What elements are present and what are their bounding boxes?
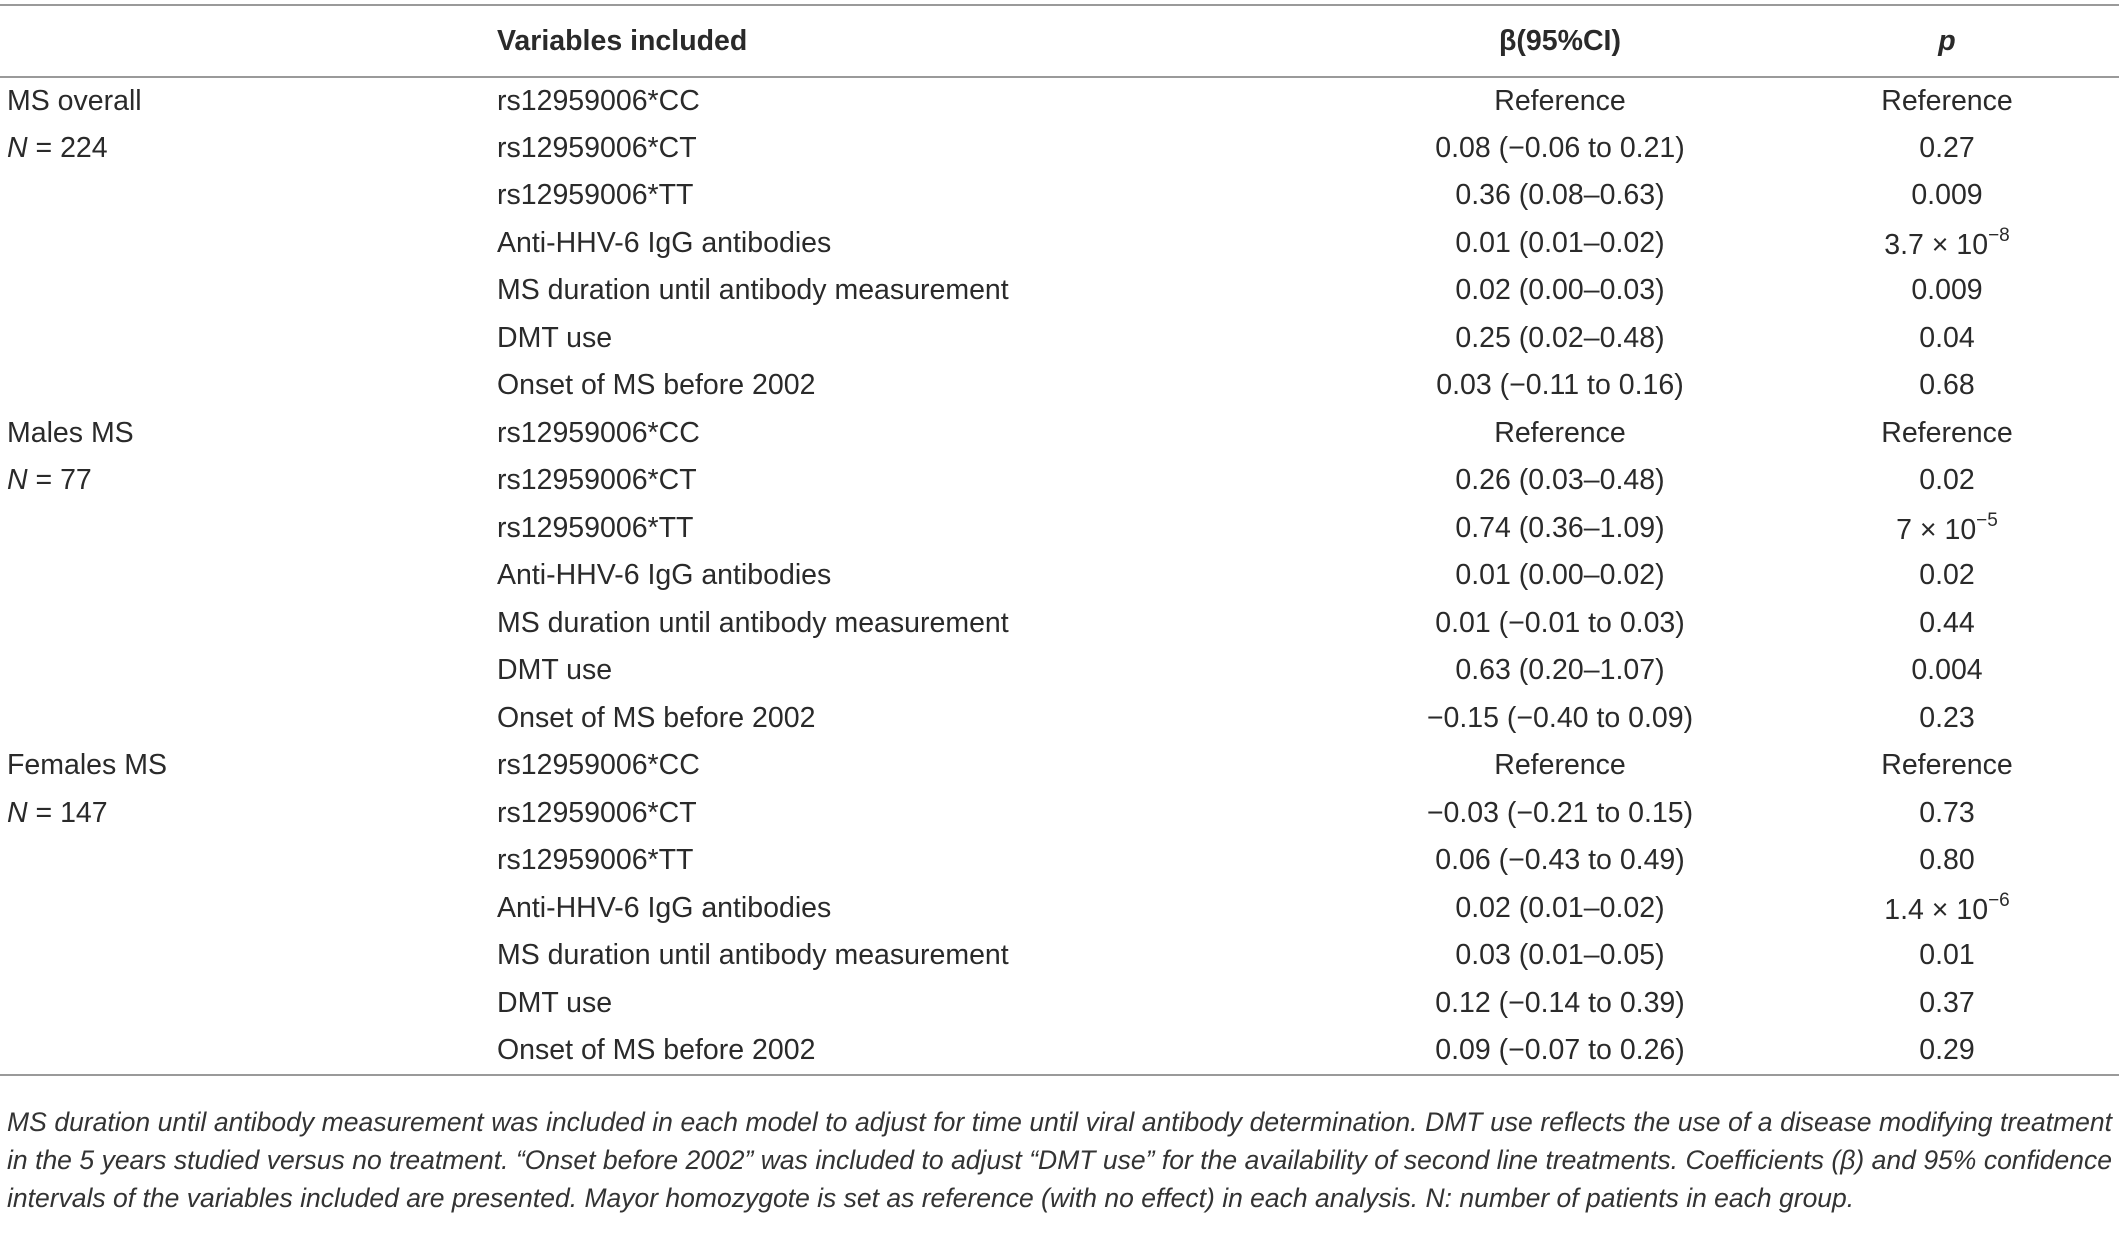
variable-cell: Onset of MS before 2002 — [497, 1027, 1345, 1075]
variable-cell: rs12959006*CC — [497, 749, 700, 782]
table-row — [0, 885, 2119, 933]
group-cell-empty — [0, 505, 497, 553]
table-footnote: MS duration until antibody measurement was included in each model to adjust for time until viral antibody determination. DMT use reflects the use of a disease modifying treatment in the 5 years studied versus no treatment. “Onset before 2002” was included to adjust “DMT use” for the availability of second line treatments. Coefficients (β) and 95% confidence intervals of the variables included are presented. Mayor homozygote is set as reference (with no effect) in each analysis. N: number of patients in each group. — [7, 1107, 2112, 1213]
group-cell-empty — [0, 885, 497, 933]
beta-ci-cell: 0.02 (0.01–0.02) — [1455, 891, 1665, 924]
p-value-cell — [1775, 980, 2119, 1028]
p-value-cell — [1775, 932, 2119, 980]
p-value-cell — [1775, 742, 2119, 790]
p-value-text: 0.29 — [1919, 1033, 1975, 1066]
variable-cell: rs12959006*CT — [497, 131, 697, 164]
table-row — [0, 980, 2119, 1028]
p-value-text: 0.37 — [1919, 986, 1975, 1019]
table-row — [0, 505, 2119, 553]
variable-cell: rs12959006*TT — [497, 511, 694, 544]
beta-ci-cell: 0.74 (0.36–1.09) — [1455, 511, 1665, 544]
p-value-text: 0.27 — [1919, 131, 1975, 164]
beta-ci-cell: 0.01 (0.00–0.02) — [1455, 559, 1665, 592]
header-group — [0, 5, 497, 77]
variable-cell: rs12959006*CT — [497, 464, 697, 497]
group-cell-empty — [0, 315, 497, 363]
variable-cell: MS duration until antibody measurement — [497, 606, 1009, 639]
p-value-cell — [1775, 457, 2119, 505]
p-value-cell — [1775, 125, 2119, 173]
table-row — [0, 600, 2119, 648]
group-n-value: = 224 — [27, 131, 108, 164]
p-value-text: 0.009 — [1911, 274, 1983, 307]
beta-ci-cell: 0.12 (−0.14 to 0.39) — [1435, 986, 1685, 1019]
p-value-cell — [1775, 77, 2119, 125]
group-cell-empty — [0, 552, 497, 600]
variable-cell: rs12959006*CC — [497, 416, 700, 449]
variable-cell: Anti-HHV-6 IgG antibodies — [497, 559, 832, 592]
beta-ci-cell: Reference — [1494, 749, 1626, 782]
group-n-label: N — [7, 796, 28, 829]
p-value-text: 0.73 — [1919, 796, 1975, 829]
beta-ci-cell: −0.15 (−0.40 to 0.09) — [1426, 701, 1694, 734]
group-cell-empty — [0, 980, 497, 1028]
table-row — [0, 410, 2119, 458]
p-value-cell — [1775, 315, 2119, 363]
beta-ci-cell: 0.08 (−0.06 to 0.21) — [1435, 131, 1685, 164]
variable-cell: rs12959006*TT — [497, 844, 694, 877]
table-row — [0, 1027, 2119, 1075]
variable-cell: rs12959006*CC — [497, 84, 700, 117]
group-n-value: = 147 — [27, 796, 108, 829]
table-row — [0, 457, 2119, 505]
table-row — [0, 315, 2119, 363]
group-cell-empty — [0, 932, 497, 980]
group-cell-empty — [0, 220, 497, 268]
table-row — [0, 552, 2119, 600]
p-value-cell — [1775, 885, 2119, 933]
beta-ci-cell: 0.63 (0.20–1.07) — [1455, 654, 1665, 687]
p-value-text: Reference — [1881, 749, 2013, 782]
group-name: MS overall — [7, 84, 142, 117]
p-value-text: 0.04 — [1919, 321, 1975, 354]
table-row — [0, 695, 2119, 743]
regression-table — [0, 4, 2119, 1076]
group-n-label: N — [7, 464, 28, 497]
p-value-text: 0.68 — [1919, 369, 1975, 402]
p-value-exponent: −8 — [1988, 224, 2010, 246]
variable-cell: Onset of MS before 2002 — [497, 369, 816, 402]
group-cell-empty — [0, 362, 497, 410]
group-name: Males MS — [7, 416, 134, 449]
group-cell-empty — [0, 600, 497, 648]
p-value-text: Reference — [1881, 84, 2013, 117]
beta-ci-cell: 0.06 (−0.43 to 0.49) — [1435, 844, 1685, 877]
table-row — [0, 837, 2119, 885]
p-value-cell — [1775, 362, 2119, 410]
p-value-text: 0.23 — [1919, 701, 1975, 734]
p-value-cell — [1775, 220, 2119, 268]
p-value-cell — [1775, 790, 2119, 838]
group-n-label: N — [7, 131, 28, 164]
beta-ci-cell: 0.03 (0.01–0.05) — [1455, 939, 1665, 972]
p-value-cell — [1775, 647, 2119, 695]
table-body — [0, 77, 2119, 1075]
beta-ci-cell: 0.01 (−0.01 to 0.03) — [1435, 606, 1685, 639]
table-row — [0, 172, 2119, 220]
table-row — [0, 790, 2119, 838]
variable-cell: MS duration until antibody measurement — [497, 939, 1009, 972]
beta-ci-cell: 0.03 (−0.11 to 0.16) — [1436, 369, 1684, 402]
p-value-exponent: −6 — [1988, 889, 2010, 911]
beta-ci-cell: 0.36 (0.08–0.63) — [1455, 179, 1665, 212]
group-cell-empty — [0, 837, 497, 885]
header-p-value: p — [1775, 5, 2119, 77]
p-value-text: 0.02 — [1919, 464, 1975, 497]
table-header-row — [0, 5, 2119, 77]
header-beta-ci: β(95%CI) — [1345, 5, 1775, 77]
beta-ci-cell: 0.26 (0.03–0.48) — [1455, 464, 1665, 497]
p-value-text: 0.009 — [1911, 179, 1983, 212]
beta-ci-cell: 0.25 (0.02–0.48) — [1455, 321, 1665, 354]
group-cell-empty — [0, 647, 497, 695]
variable-cell: DMT use — [497, 654, 613, 687]
table-row — [0, 267, 2119, 315]
group-cell-empty — [0, 1027, 497, 1075]
p-value-text: 7 × 10 — [1896, 513, 1977, 546]
table-row — [0, 77, 2119, 125]
variable-cell: Onset of MS before 2002 — [497, 701, 816, 734]
p-value-cell — [1775, 172, 2119, 220]
table-row — [0, 742, 2119, 790]
group-cell-empty — [0, 695, 497, 743]
p-value-cell — [1775, 505, 2119, 553]
table-row — [0, 647, 2119, 695]
variable-cell: MS duration until antibody measurement — [497, 274, 1009, 307]
group-n-value: = 77 — [27, 464, 92, 497]
p-value-cell — [1775, 410, 2119, 458]
group-name: Females MS — [7, 749, 167, 782]
group-n — [0, 790, 497, 838]
group-n — [0, 457, 497, 505]
p-value-text: 1.4 × 10 — [1884, 893, 1989, 926]
variable-cell: rs12959006*CT — [497, 796, 697, 829]
p-value-text: 0.80 — [1919, 844, 1975, 877]
table-row — [0, 125, 2119, 173]
header-variables: Variables included — [497, 5, 1345, 77]
p-value-cell — [1775, 267, 2119, 315]
variable-cell: Anti-HHV-6 IgG antibodies — [497, 891, 832, 924]
p-value-cell — [1775, 837, 2119, 885]
group-n — [0, 125, 497, 173]
variable-cell: DMT use — [497, 986, 613, 1019]
table-row — [0, 362, 2119, 410]
beta-ci-cell: 0.09 (−0.07 to 0.26) — [1345, 1027, 1775, 1075]
p-value-text: Reference — [1881, 416, 2013, 449]
beta-ci-cell: 0.02 (0.00–0.03) — [1455, 274, 1665, 307]
p-value-text: 0.004 — [1911, 654, 1983, 687]
p-value-text: 3.7 × 10 — [1884, 228, 1989, 261]
group-cell-empty — [0, 172, 497, 220]
p-value-text: 0.02 — [1919, 559, 1975, 592]
beta-ci-cell: Reference — [1494, 416, 1626, 449]
p-value-text: 0.01 — [1919, 939, 1975, 972]
variable-cell: DMT use — [497, 321, 613, 354]
p-value-exponent: −5 — [1976, 509, 1998, 531]
group-cell-empty — [0, 267, 497, 315]
p-value-cell — [1775, 552, 2119, 600]
p-value-cell — [1775, 1027, 2119, 1075]
beta-ci-cell: −0.03 (−0.21 to 0.15) — [1426, 796, 1694, 829]
p-value-cell — [1775, 600, 2119, 648]
p-value-text: 0.44 — [1919, 606, 1975, 639]
p-value-cell — [1775, 695, 2119, 743]
beta-ci-cell: 0.01 (0.01–0.02) — [1455, 226, 1665, 259]
beta-ci-cell: Reference — [1494, 84, 1626, 117]
table-row — [0, 220, 2119, 268]
variable-cell: rs12959006*TT — [497, 179, 694, 212]
table-row — [0, 932, 2119, 980]
variable-cell: Anti-HHV-6 IgG antibodies — [497, 226, 832, 259]
